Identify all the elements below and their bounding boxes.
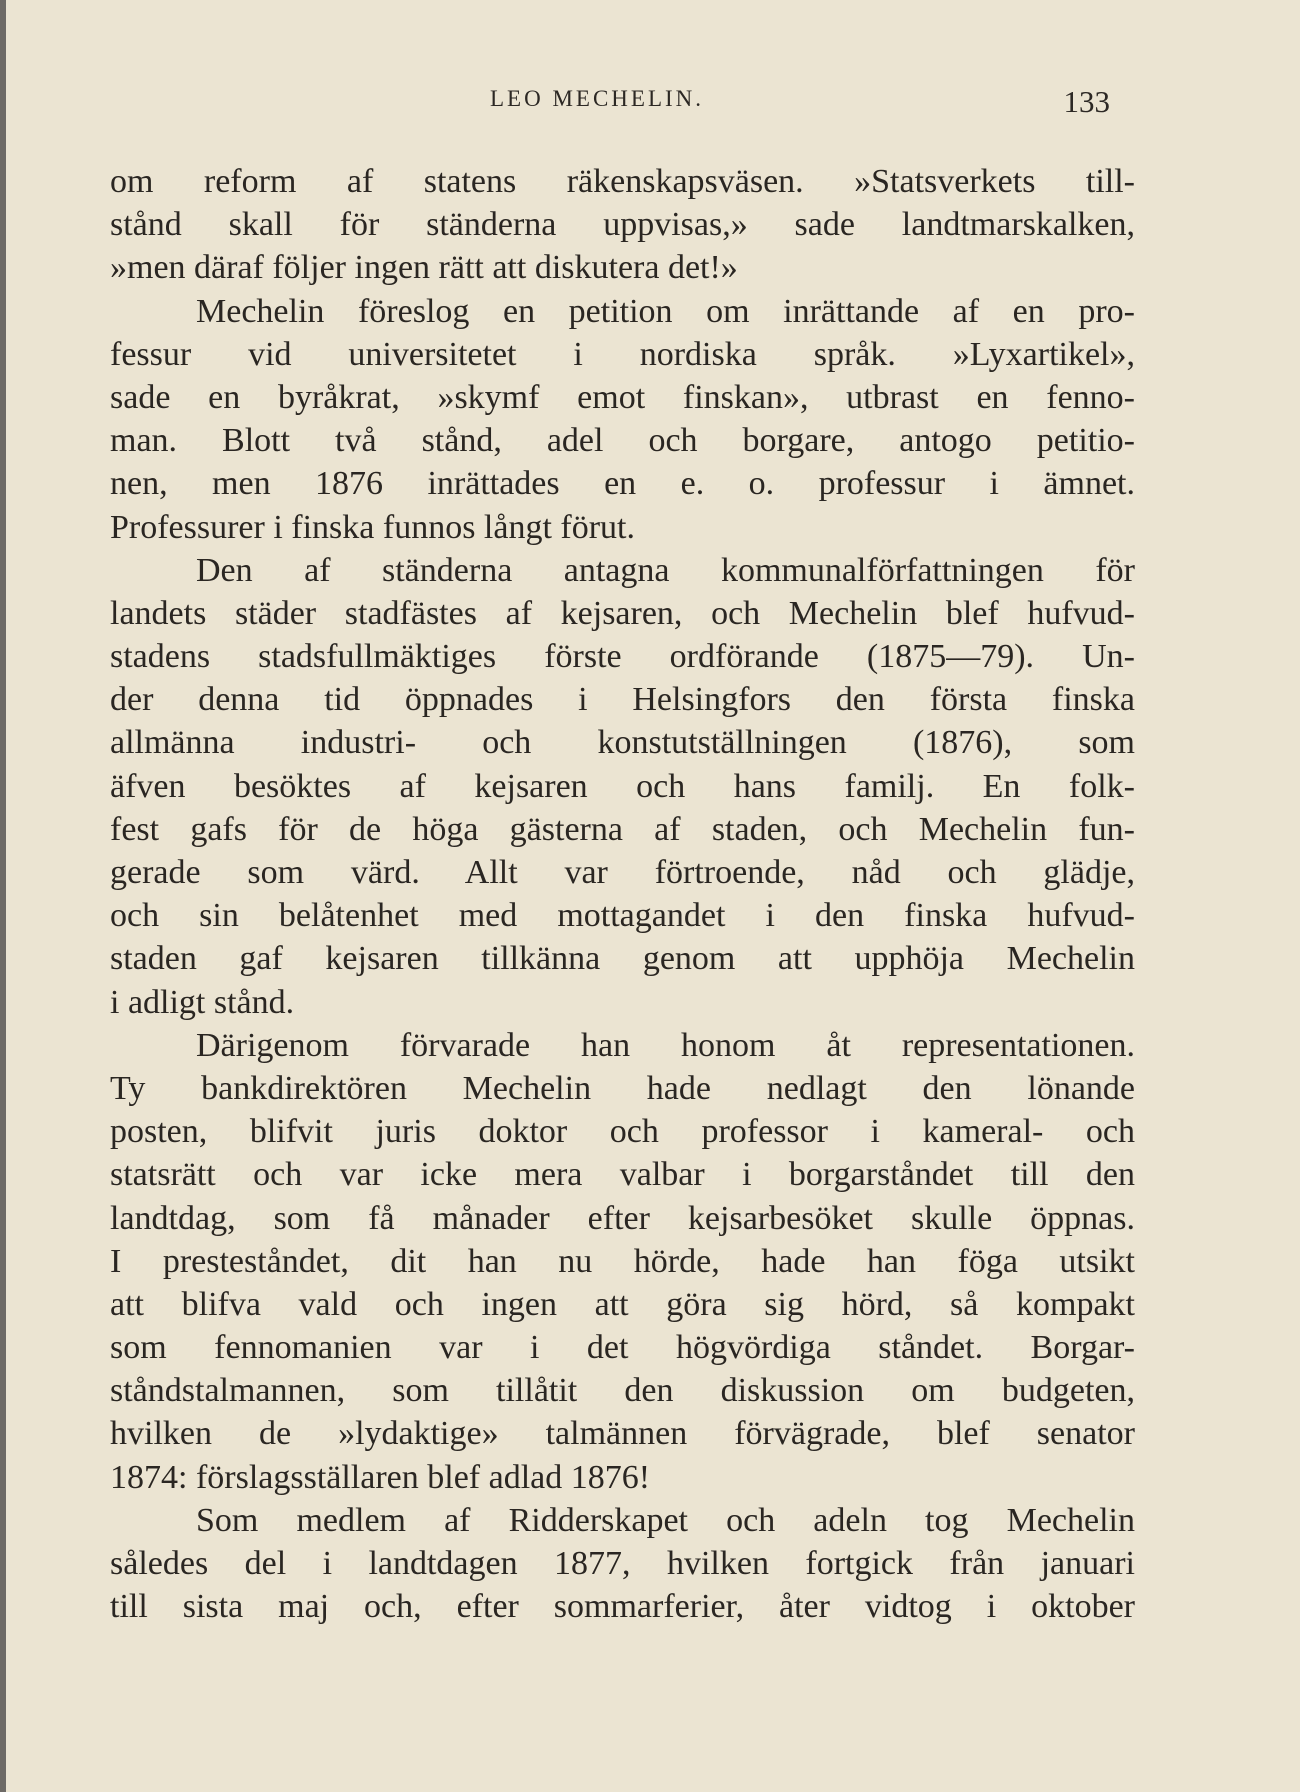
text-line: I presteståndet, dit han nu hörde, hade han föga utsikt (110, 1242, 1135, 1280)
text-line: som fennomanien var i det högvördiga ståndet. Borgar- (110, 1329, 1135, 1367)
text-line: staden gaf kejsaren tillkänna genom att upphöja Mechelin (110, 940, 1135, 978)
page-header (110, 86, 1140, 126)
text-line: hvilken de »lydaktige» talmännen förvägrade, blef senator (110, 1415, 1135, 1453)
text-line: posten, blifvit juris doktor och professor i kameral- och (110, 1113, 1135, 1151)
running-head: LEO MECHELIN. (490, 86, 705, 111)
text-line: statsrätt och var icke mera valbar i borgarståndet till den (110, 1156, 1135, 1194)
text-line: Som medlem af Ridderskapet och adeln tog Mechelin (196, 1501, 1135, 1539)
text-line: äfven besöktes af kejsaren och hans familj. En folk- (110, 767, 1135, 805)
text-line: gerade som värd. Allt var förtroende, nåd och glädje, (110, 854, 1135, 891)
text-line: Mechelin föreslog en petition om inrättande af en pro- (196, 292, 1135, 330)
text-line: Därigenom förvarade han honom åt representationen. (196, 1026, 1135, 1064)
text-line: ståndstalmannen, som tillåtit den diskussion om budgeten, (110, 1372, 1135, 1410)
page-number: 133 (1063, 84, 1110, 119)
page-edge (0, 0, 6, 1792)
text-line: således del i landtdagen 1877, hvilken fortgick från januari (110, 1545, 1135, 1582)
text-line: om reform af statens räkenskapsväsen. »Statsverkets till- (110, 163, 1135, 200)
text-line: till sista maj och, efter sommarferier, åter vidtog i oktober (110, 1588, 1135, 1626)
text-line: allmänna industri- och konstutställningen (1876), som (110, 724, 1135, 762)
text-line: landets städer stadfästes af kejsaren, och Mechelin blef hufvud- (110, 594, 1135, 632)
text-line: 1874: förslagsställaren blef adlad 1876! (110, 1458, 651, 1496)
text-line: fessur vid universitetet i nordiska språk. »Lyxartikel», (110, 335, 1135, 373)
text-line: Ty bankdirektören Mechelin hade nedlagt den lönande (110, 1069, 1135, 1107)
text-line: sade en byråkrat, »skymf emot finskan», utbrast en fenno- (110, 378, 1135, 416)
text-line: landtdag, som få månader efter kejsarbesöket skulle öppnas. (110, 1199, 1135, 1237)
text-line: fest gafs för de höga gästerna af staden, och Mechelin fun- (110, 810, 1135, 848)
text-line: Den af ständerna antagna kommunalförfattningen för (196, 551, 1135, 589)
text-line: nen, men 1876 inrättades en e. o. professur i ämnet. (110, 465, 1135, 503)
text-line: och sin belåtenhet med mottagandet i den finska hufvud- (110, 897, 1135, 935)
text-line: der denna tid öppnades i Helsingfors den första finska (110, 681, 1135, 719)
text-line: man. Blott två stånd, adel och borgare, antogo petitio- (110, 422, 1135, 460)
text-line: stadens stadsfullmäktiges förste ordförande (1875—79). Un- (110, 638, 1135, 676)
text-line: i adligt stånd. (110, 983, 295, 1021)
body-text (110, 160, 1135, 1628)
text-line: att blifva vald och ingen att göra sig hörd, så kompakt (110, 1285, 1135, 1323)
text-line: Professurer i finska funnos långt förut. (110, 508, 636, 546)
text-line: »men däraf följer ingen rätt att diskutera det!» (110, 249, 738, 287)
text-line: stånd skall för ständerna uppvisas,» sade landtmarskalken, (110, 206, 1135, 244)
